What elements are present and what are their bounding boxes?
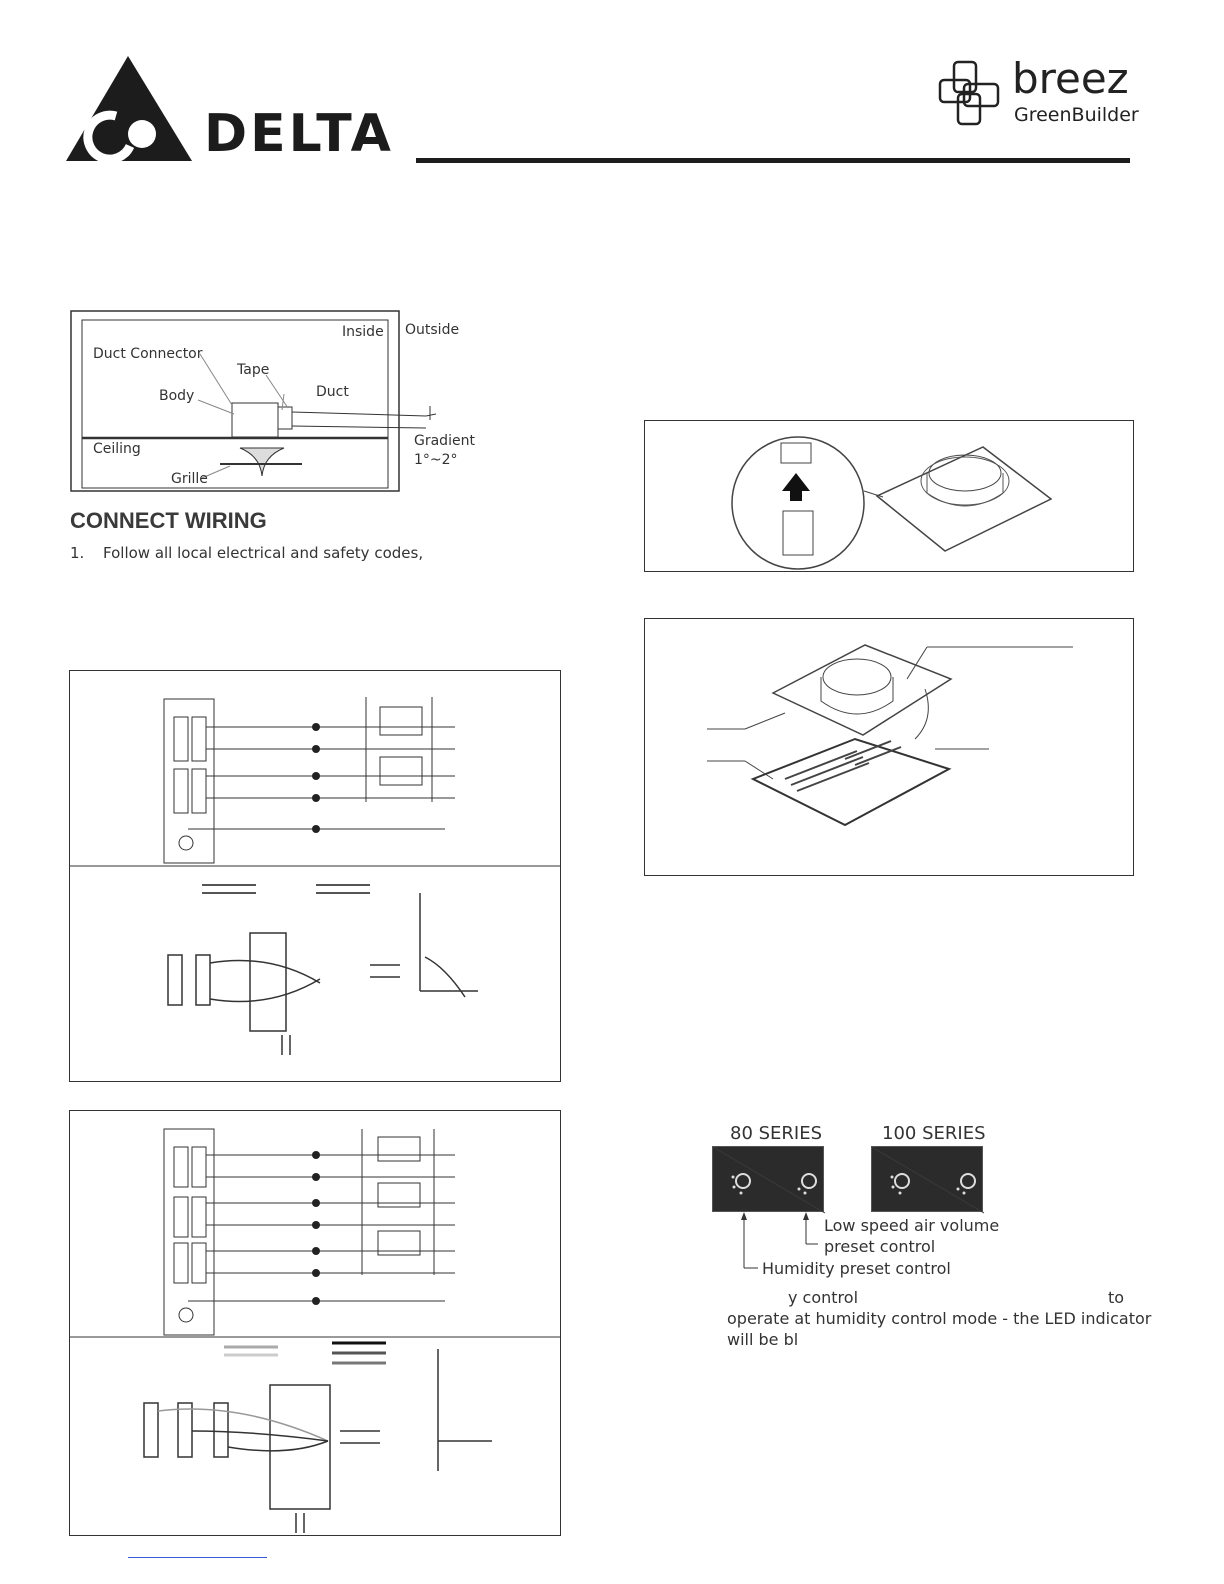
label-gradient-value: 1°~2°: [414, 452, 458, 468]
control-text-to: to: [1108, 1288, 1125, 1307]
series-100-label: 100 SERIES: [882, 1123, 986, 1144]
panel-80-knobs: [713, 1147, 825, 1213]
low-speed-label-2: preset control: [824, 1237, 936, 1256]
footer-link-line[interactable]: [128, 1557, 267, 1558]
control-text-line3: will be bl: [727, 1330, 799, 1349]
install-diagram: [70, 310, 480, 494]
label-duct-connector: Duct Connector: [93, 346, 203, 362]
grille-attach-diagram: [644, 618, 1134, 876]
grille-attach-drawing: [645, 619, 1133, 875]
section-title: CONNECT WIRING: [70, 508, 267, 533]
control-panel-100: [871, 1146, 983, 1212]
breez-subtitle: GreenBuilder: [1014, 104, 1139, 126]
connector-plug-drawing: [645, 421, 1133, 571]
control-text-fragment: y control: [788, 1288, 859, 1307]
control-panel-80: [712, 1146, 824, 1212]
label-outside: Outside: [405, 322, 460, 338]
wiring-diagram-two-switch: [69, 670, 561, 1082]
step-text: Follow all local electrical and safety codes,: [103, 544, 424, 562]
panel-100-knobs: [872, 1147, 984, 1213]
header-rule: [416, 158, 1130, 163]
breez-logo: [936, 54, 1139, 130]
step-number: 1.: [70, 544, 85, 562]
label-grille: Grille: [171, 471, 208, 487]
connector-plug-diagram: [644, 420, 1134, 572]
delta-wordmark: DELTA: [204, 104, 394, 164]
breez-knot-icon: [936, 58, 1006, 128]
label-gradient: Gradient: [414, 433, 475, 449]
wiring-diagram-three-switch: [69, 1110, 561, 1536]
wiring-diagram-2-drawing: [70, 1111, 560, 1535]
label-duct: Duct: [316, 384, 349, 400]
low-speed-label-1: Low speed air volume: [824, 1216, 1000, 1235]
humidity-preset-label: Humidity preset control: [762, 1259, 951, 1278]
label-tape: Tape: [237, 362, 270, 378]
label-inside: Inside: [342, 324, 384, 340]
series-80-label: 80 SERIES: [730, 1123, 823, 1144]
control-text-line2: operate at humidity control mode - the LED indicator: [727, 1309, 1152, 1328]
delta-logo: [66, 56, 406, 166]
wiring-diagram-1-drawing: [70, 671, 560, 1081]
breez-wordmark: breez: [1012, 54, 1129, 103]
label-ceiling: Ceiling: [93, 441, 141, 457]
label-body: Body: [159, 388, 195, 404]
